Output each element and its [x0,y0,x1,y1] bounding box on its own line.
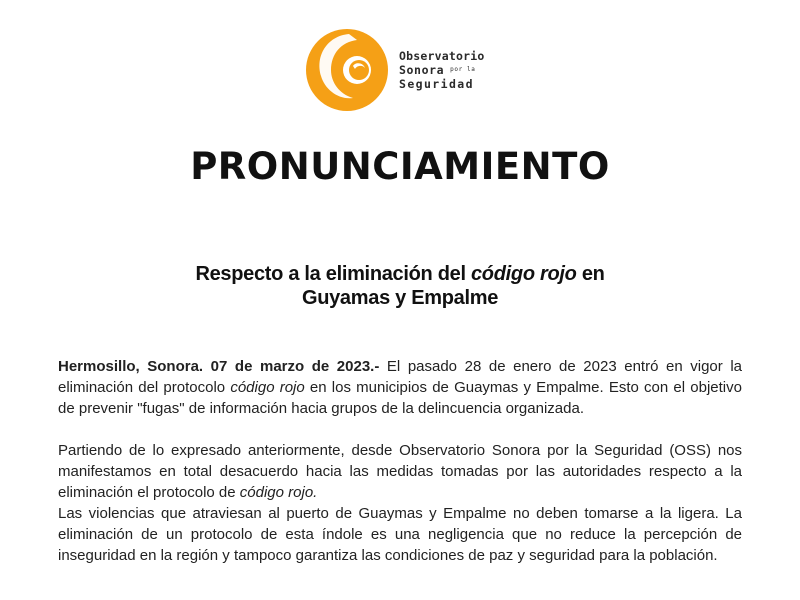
logo-line-2-small: por la [450,66,476,74]
subtitle-italic: código rojo [470,263,577,285]
logo-line-3: Seguridad [399,77,474,92]
logo-line-2 [399,63,484,78]
page-title: PRONUNCIAMIENTO [190,145,610,188]
paragraph-2-italic: código rojo. [239,484,318,501]
dateline: Hermosillo, Sonora. 07 de marzo de 2023.- [58,358,380,375]
logo-line-2-main: Sonora [399,62,445,77]
paragraph-1-text-2: en los municipios de Guaymas y Empalme. Esto con el objetivo de prevenir "fugas" de información hacia grupos de la delincuencia organizada. [58,379,742,417]
oss-logo-mark [305,28,393,112]
subtitle-part-1: Respecto a la eliminación del [195,263,471,285]
paragraph-2 [58,440,742,503]
paragraph-2-text-1: Partiendo de lo expresado anteriormente, desde Observatorio Sonora por la Seguridad (OSS) nos manifestamos en total desacuerdo hacia las medidas tomadas por las autoridades respecto a la eliminación el protocolo de [58,442,742,501]
subtitle-line-2: Guyamas y Empalme [301,287,499,309]
paragraph-1 [58,356,742,419]
subtitle-part-2: en [576,263,605,285]
logo-line-1: Observatorio [399,48,485,63]
oss-logo [305,28,484,112]
subtitle [0,262,800,310]
paragraph-1-italic: código rojo [230,379,305,396]
paragraph-3: Las violencias que atraviesan al puerto de Guaymas y Empalme no deben tomarse a la ligera. La eliminación de un protocolo de esta índole es una negligencia que no reduce la percepción de inseguridad en la región y tampoco garantiza las condiciones de paz y seguridad para la población. [58,505,742,564]
body-text [58,356,742,566]
logo-wordmark [399,49,484,92]
paragraph-1-text-1: El pasado 28 de enero de 2023 entró en vigor la eliminación del protocolo [58,358,742,396]
